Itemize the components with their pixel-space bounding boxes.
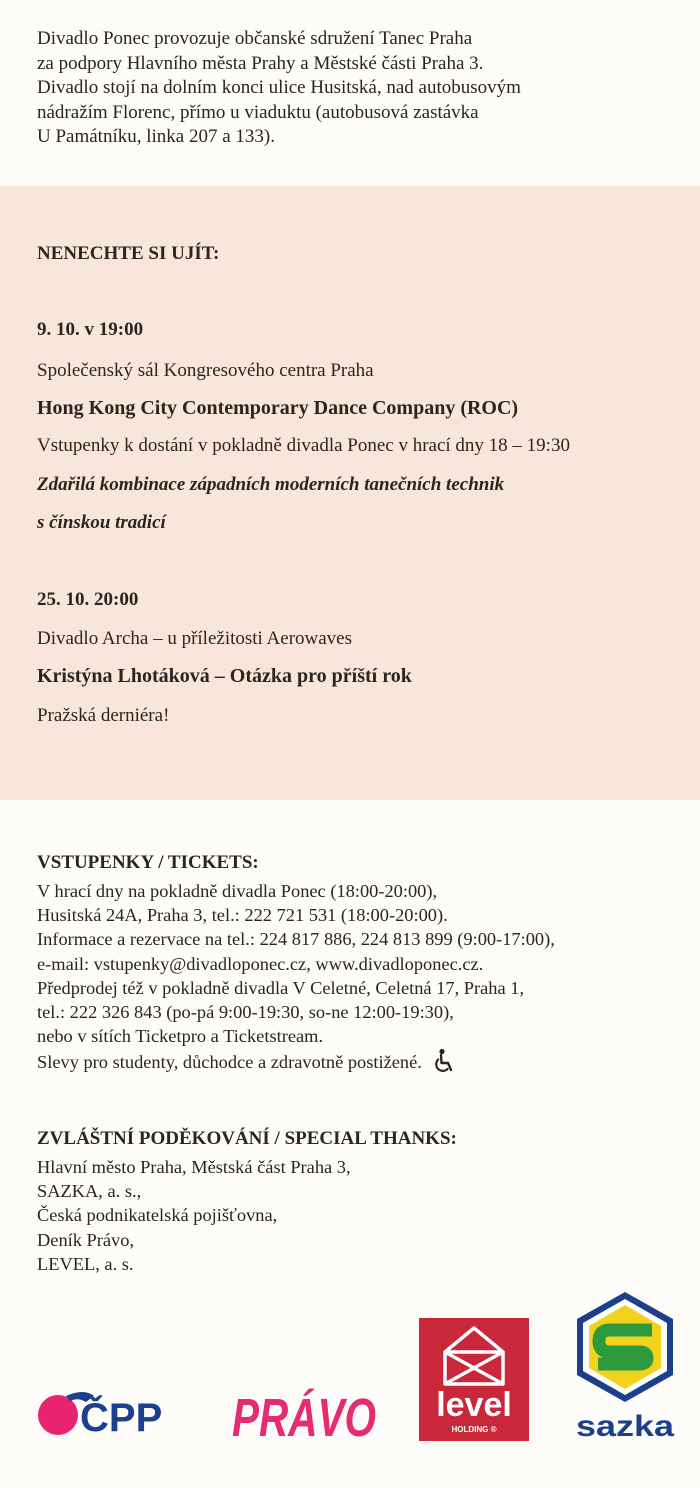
level-logo-subtext: HOLDING ® [451, 1425, 497, 1434]
event-1-name: Hong Kong City Contemporary Dance Company (ROC) [37, 397, 519, 419]
intro-line: za podpory Hlavního města Prahy a Městské části Praha 3. [37, 52, 484, 74]
thanks-line: SAZKA, a. s., [37, 1181, 142, 1202]
tickets-line: Husitská 24A, Praha 3, tel.: 222 721 531 (18:00-20:00). [37, 905, 448, 926]
wheelchair-icon [430, 1048, 456, 1074]
tickets-line: Předprodej též v pokladně divadla V Celetné, Celetná 17, Praha 1, [37, 977, 525, 998]
thanks-title: ZVLÁŠTNÍ PODĚKOVÁNÍ / SPECIAL THANKS: [37, 1128, 457, 1149]
event-2-note: Pražská derniéra! [37, 705, 170, 726]
event-1-tickets: Vstupenky k dostání v pokladně divadla Ponec v hrací dny 18 – 19:30 [37, 435, 570, 456]
tickets-line: Slevy pro studenty, důchodce a zdravotně postižené. [37, 1052, 422, 1073]
sazka-logo-text: sazka [576, 1410, 675, 1443]
event-1-desc-line1: Zdařilá kombinace západních moderních tanečních technik [37, 474, 505, 495]
thanks-line: Deník Právo, [37, 1229, 135, 1250]
tickets-line: nebo v sítích Ticketpro a Ticketstream. [37, 1026, 324, 1047]
level-holding-logo [419, 1318, 529, 1441]
intro-line: Divadlo Ponec provozuje občanské sdružení Tanec Praha [37, 28, 473, 49]
thanks-line: Hlavní město Praha, Městská část Praha 3, [37, 1157, 351, 1177]
event-2-date: 25. 10. 20:00 [37, 589, 139, 610]
pravo-logo-text: PRÁVO [232, 1388, 376, 1448]
tickets-line: Informace a rezervace na tel.: 224 817 886, 224 813 899 (9:00-17:00), [37, 929, 555, 950]
event-1-desc-line2: s čínskou tradicí [37, 512, 166, 533]
intro-line: Divadlo stojí na dolním konci ulice Husitská, nad autobusovým [37, 77, 521, 98]
event-1-date: 9. 10. v 19:00 [37, 319, 144, 340]
level-logo-text: level [436, 1386, 512, 1424]
intro-line: U Památníku, linka 207 a 133). [37, 126, 275, 147]
thanks-line: Česká podnikatelská pojišťovna, [37, 1205, 278, 1226]
event-2-venue: Divadlo Archa – u příležitosti Aerowaves [37, 628, 353, 649]
event-2-name: Kristýna Lhotáková – Otázka pro příští rok [37, 665, 412, 687]
tickets-line: V hrací dny na pokladně divadla Ponec (18:00-20:00), [37, 881, 438, 901]
tickets-line: tel.: 222 326 843 (po-pá 9:00-19:30, so-ne 12:00-19:30), [37, 1002, 454, 1023]
tickets-line: e-mail: vstupenky@divadloponec.cz, www.divadloponec.cz. [37, 953, 484, 974]
tickets-discount-line [37, 1048, 555, 1074]
sazka-logo [572, 1290, 678, 1442]
tickets-info [37, 879, 555, 1075]
tickets-title: VSTUPENKY / TICKETS: [37, 852, 259, 873]
thanks-line: LEVEL, a. s. [37, 1253, 134, 1274]
thanks-list [37, 1155, 351, 1276]
cpp-logo-text: ČPP [80, 1396, 163, 1440]
pravo-logo [230, 1380, 380, 1448]
intro-text [37, 27, 677, 150]
intro-line: nádražím Florenc, přímo u viaduktu (autobusová zastávka [37, 101, 479, 123]
cpp-logo [36, 1380, 196, 1440]
highlights-title: NENECHTE SI UJÍT: [37, 243, 220, 264]
event-1-venue: Společenský sál Kongresového centra Praha [37, 360, 374, 381]
